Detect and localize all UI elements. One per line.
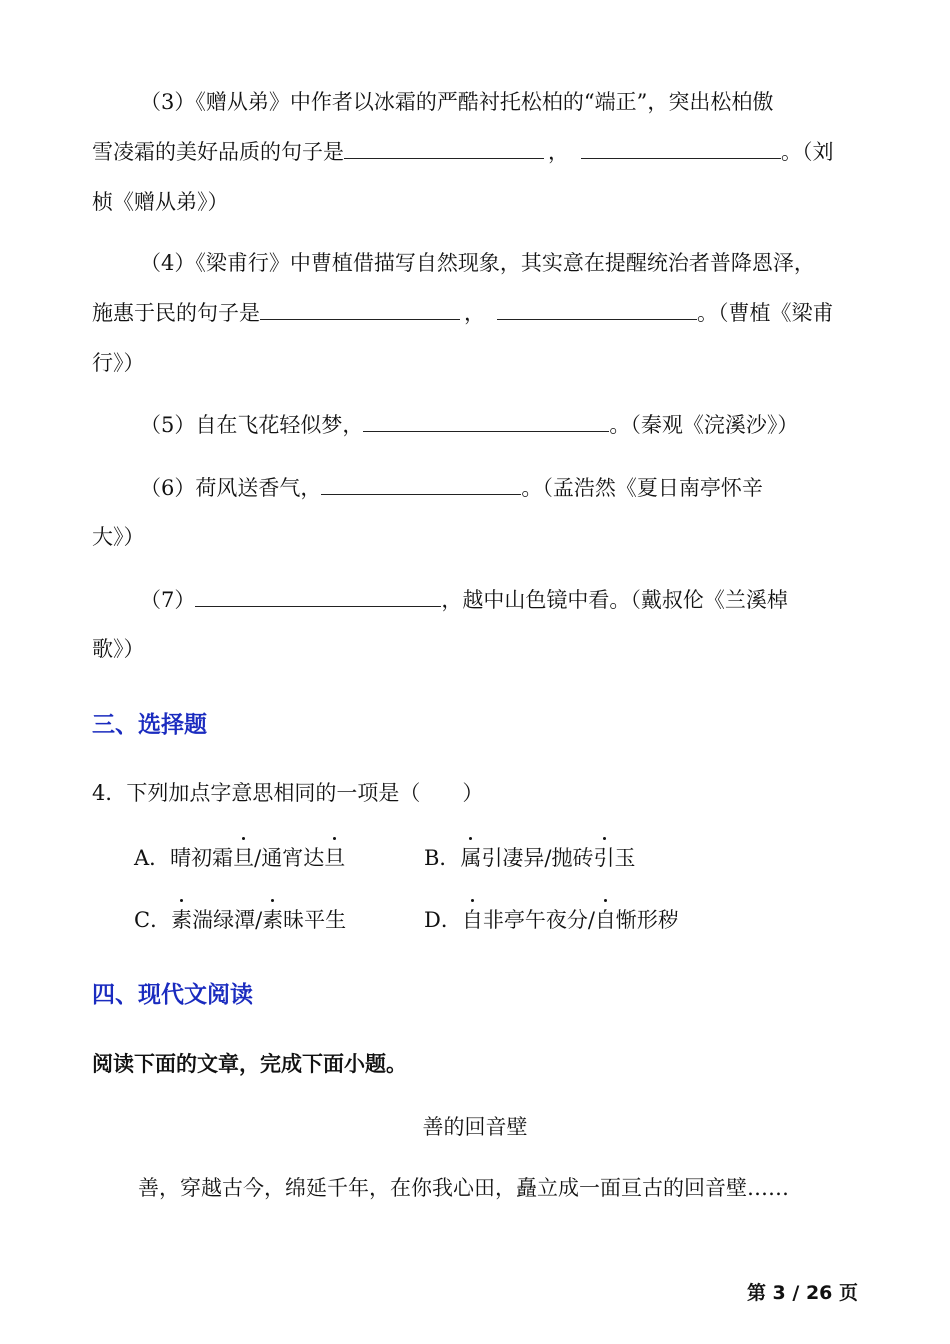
mcq-option-b[interactable] — [424, 844, 636, 872]
q4-source-start: 。（曹植《梁甫 — [697, 301, 834, 325]
mcq-option-d[interactable] — [424, 906, 679, 934]
option-c-dotted-char-2: 素 — [262, 908, 284, 932]
reading-instruction: 阅读下面的文章，完成下面小题。 — [92, 1052, 407, 1076]
option-d-dotted-char-2: 自 — [594, 908, 616, 932]
q5-prompt: （5）自在飞花轻似梦， — [140, 413, 364, 437]
option-a-text-2: /通宵达 — [254, 846, 325, 870]
option-c-text-3: 昧平生 — [283, 908, 347, 932]
q4-line2 — [92, 299, 834, 327]
q6-line2: 大》） — [92, 525, 145, 549]
q6-line1 — [140, 474, 763, 502]
option-a-dotted-char-1: 旦 — [233, 846, 255, 870]
q7-source-start: ，越中山色镜中看。（戴叔伦《兰溪棹 — [441, 588, 788, 612]
q3-sep: ， — [548, 140, 569, 164]
q5-line1 — [140, 411, 798, 439]
option-d-text-3: 惭形秽 — [615, 908, 679, 932]
mcq-option-a[interactable] — [134, 844, 345, 872]
option-b-dotted-char-1: 属 — [460, 846, 482, 870]
q4-blank-2[interactable] — [497, 299, 697, 320]
option-a-letter: A． — [134, 846, 171, 870]
option-c-text-2: 湍绿潭/ — [192, 908, 263, 932]
option-b-text-3: 玉 — [614, 846, 636, 870]
option-b-letter: B． — [424, 846, 461, 870]
q4-line3: 行》） — [92, 351, 145, 375]
q4-sep: ， — [464, 301, 485, 325]
q5-source: 。（秦观《浣溪沙》） — [609, 413, 799, 437]
q3-line1: （3）《赠从弟》中作者以冰霜的严酷衬托松柏的“端正”，突出松柏傲 — [140, 90, 774, 114]
section-heading-choice: 三、选择题 — [92, 712, 207, 738]
q4-blank-1[interactable] — [260, 299, 460, 320]
q4-line1: （4）《梁甫行》中曹植借描写自然现象，其实意在提醒统治者普降恩泽， — [140, 251, 815, 275]
q7-line1 — [140, 586, 788, 614]
option-a-text-1: 晴初霜 — [170, 846, 234, 870]
q6-source-start: 。（孟浩然《夏日南亭怀辛 — [521, 476, 763, 500]
option-b-dotted-char-2: 引 — [593, 846, 615, 870]
q5-blank[interactable] — [363, 411, 609, 432]
q7-line2: 歌》） — [92, 637, 145, 661]
q4-prompt: 施惠于民的句子是 — [92, 301, 260, 325]
q7-blank[interactable] — [195, 586, 441, 607]
q3-line2 — [92, 138, 834, 166]
option-b-text-2: 引凄异/抛砖 — [481, 846, 594, 870]
option-a-dotted-char-2: 旦 — [324, 846, 346, 870]
q3-source-start: 。（刘 — [781, 140, 834, 164]
q3-line3: 桢《赠从弟》） — [92, 190, 229, 214]
q7-prompt: （7） — [140, 588, 196, 612]
option-c-letter: C． — [134, 908, 172, 932]
article-paragraph-1: 善，穿越古今，绵延千年，在你我心田，矗立成一面亘古的回音壁…… — [138, 1176, 789, 1200]
option-d-dotted-char-1: 自 — [461, 908, 483, 932]
option-d-text-2: 非亭午夜分/ — [482, 908, 595, 932]
article-title: 善的回音壁 — [422, 1115, 528, 1139]
q6-blank[interactable] — [321, 474, 521, 495]
option-c-dotted-char-1: 素 — [171, 908, 193, 932]
option-d-letter: D． — [424, 908, 462, 932]
section-heading-reading: 四、现代文阅读 — [92, 982, 253, 1008]
q3-prompt: 雪凌霜的美好品质的句子是 — [92, 140, 344, 164]
q3-blank-2[interactable] — [581, 138, 781, 159]
mcq-option-c[interactable] — [134, 906, 346, 934]
mcq-stem: 4．下列加点字意思相同的一项是（ ） — [92, 781, 484, 805]
q6-prompt: （6）荷风送香气， — [140, 476, 322, 500]
page-number: 第 3 / 26 页 — [746, 1282, 858, 1304]
q3-blank-1[interactable] — [344, 138, 544, 159]
